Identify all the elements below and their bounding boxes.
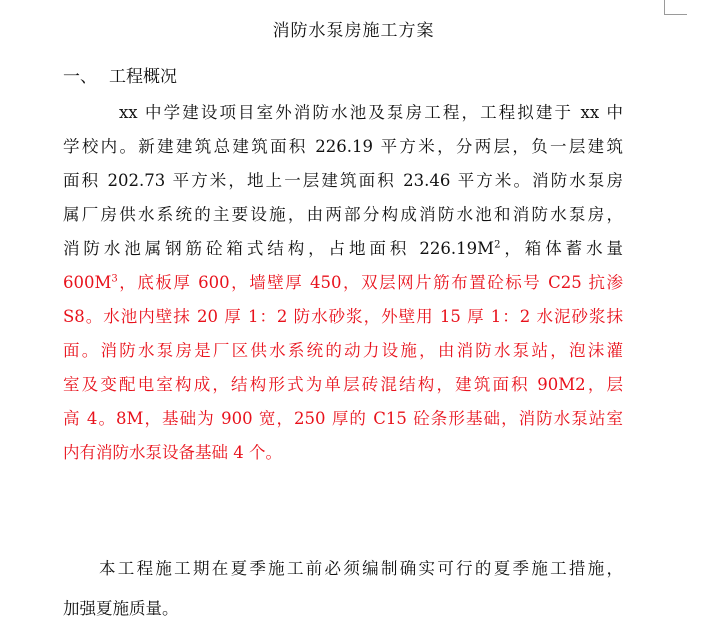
text-segment: ，箱体蓄水量: [500, 239, 624, 258]
text-line: [63, 232, 623, 266]
text-line: 属厂房供水系统的主要设施，由两部分构成消防水池和消防水泵房，: [63, 205, 623, 224]
text-line: 面积 202.73 平方米，地上一层建筑面积 23.46 平方米。消防水泵房: [63, 171, 623, 190]
text-line-red: [63, 266, 623, 300]
text-line: xx 中学建设项目室外消防水池及泵房工程，工程拟建于 xx 中: [119, 103, 623, 122]
text-line: 本工程施工期在夏季施工前必须编制确实可行的夏季施工措施，: [99, 559, 623, 578]
text-line-red: S8。水池内壁抹 20 厚 1：2 防水砂浆，外壁用 15 厚 1：2 水泥砂浆抹: [63, 307, 623, 326]
document-title: 消防水泵房施工方案: [272, 21, 435, 41]
text-line-red: 室及变配电室构成，结构形式为单层砖混结构，建筑面积 90M2，层: [63, 375, 623, 394]
superscript: 3: [111, 273, 118, 285]
section-number: 一、: [63, 67, 97, 87]
text-line-red: 面。消防水泵房是厂区供水系统的动力设施，由消防水泵站，泡沫灌: [63, 341, 623, 360]
text-line-red: 内有消防水泵设备基础 4 个。: [63, 443, 282, 462]
superscript: 2: [494, 239, 501, 251]
page-corner-mark: [664, 0, 687, 15]
section-heading: [63, 62, 177, 87]
text-segment: 消防水池属钢筋砼箱式结构，占地面积 226.19M: [63, 239, 495, 258]
text-segment: 600M: [63, 273, 112, 292]
section-title: 工程概况: [109, 67, 177, 87]
text-line-red: 高 4。8M，基础为 900 宽，250 厚的 C15 砼条形基础，消防水泵站室: [63, 409, 623, 428]
text-segment: ，底板厚 600，墙壁厚 450，双层网片筋布置砼标号 C25 抗渗: [117, 273, 623, 292]
text-line: 学校内。新建建筑总建筑面积 226.19 平方米，分两层，负一层建筑: [63, 137, 623, 156]
text-line: 加强夏施质量。: [63, 599, 179, 618]
